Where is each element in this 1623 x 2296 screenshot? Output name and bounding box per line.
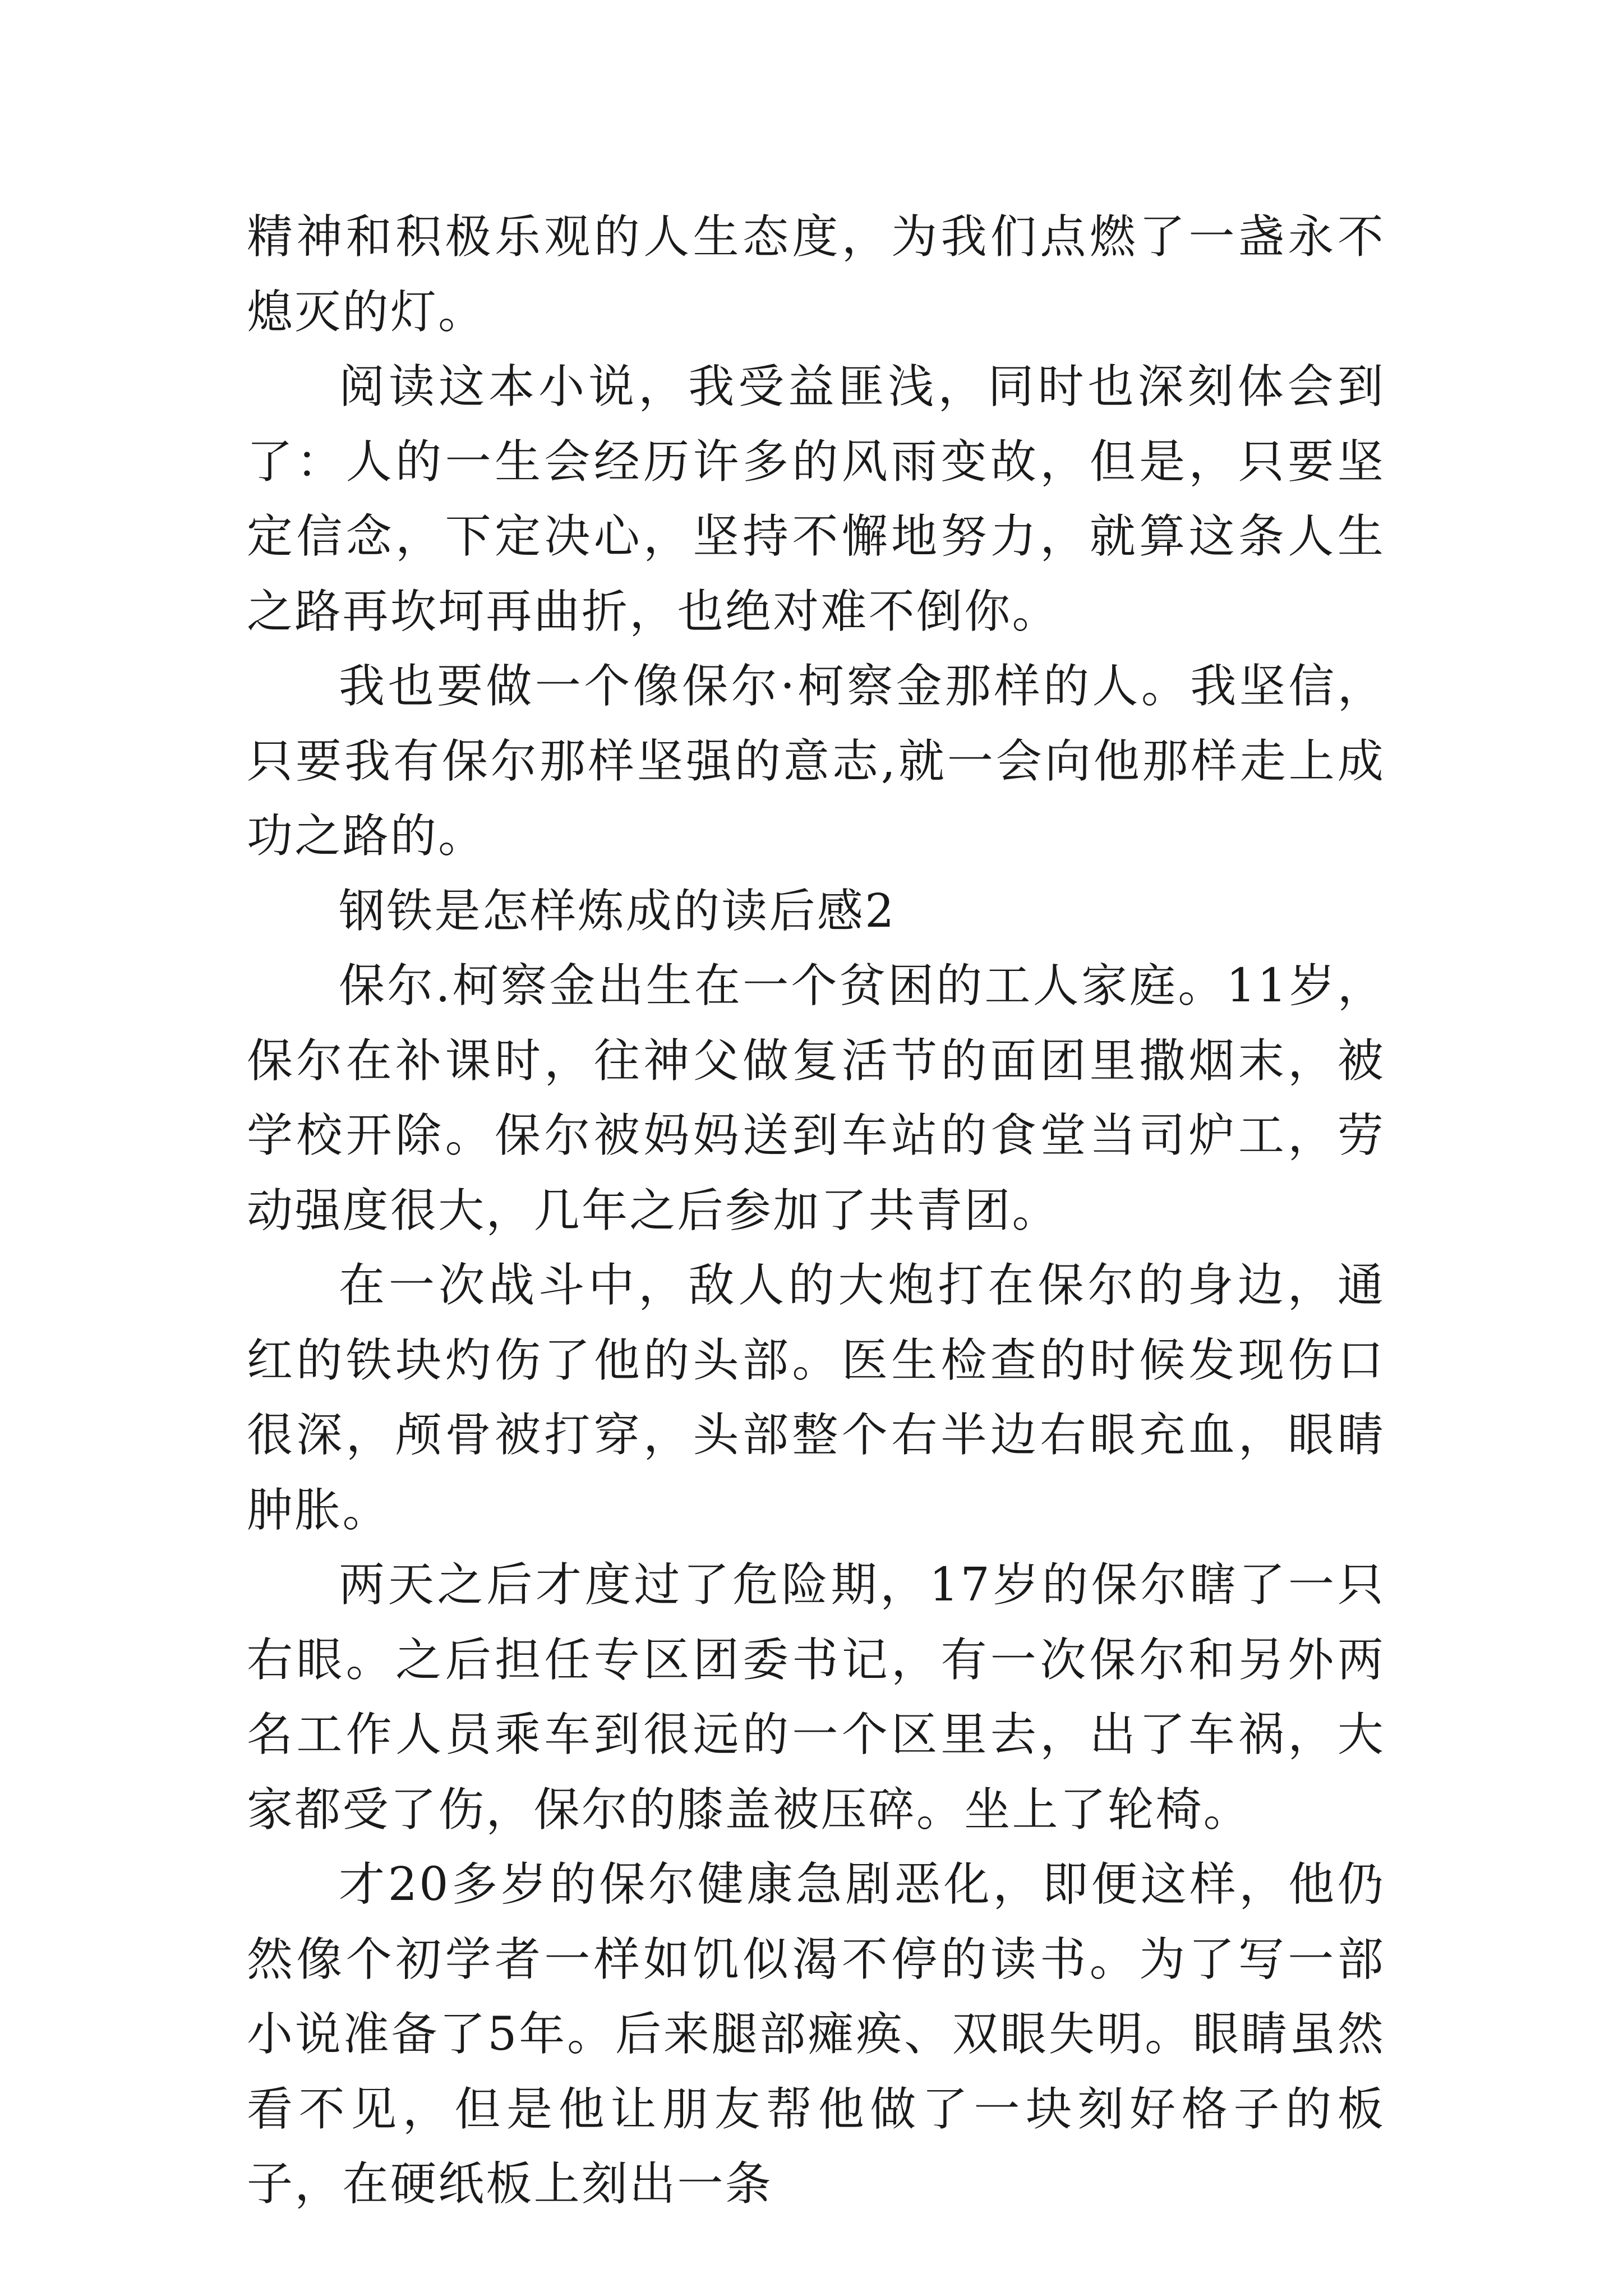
paragraph-3: 我也要做一个像保尔·柯察金那样的人。我坚信，只要我有保尔那样坚强的意志,就一会向他那样走上成功之路的。 [247, 660, 1385, 863]
section-heading: 钢铁是怎样炼成的读后感2 [339, 884, 896, 938]
paragraph-6: 两天之后才度过了危险期，17岁的保尔瞎了一只右眼。之后担任专区团委书记，有一次保尔和另外两名工作人员乘车到很远的一个区里去，出了车祸，大家都受了伤，保尔的膝盖被压碎。坐上了轮椅。 [247, 1558, 1385, 1837]
document-body [247, 200, 1385, 2222]
paragraph-7: 才20多岁的保尔健康急剧恶化，即便这样，他仍然像个初学者一样如饥似渴不停的读书。为了写一部小说准备了5年。后来腿部瘫痪、双眼失明。眼睛虽然看不见，但是他让朋友帮他做了一块刻好格子的板子，在硬纸板上刻出一条 [247, 1858, 1385, 2211]
paragraph-4: 保尔.柯察金出生在一个贫困的工人家庭。11岁，保尔在补课时，往神父做复活节的面团里撒烟末，被学校开除。保尔被妈妈送到车站的食堂当司炉工，劳动强度很大，几年之后参加了共青团。 [247, 959, 1385, 1237]
paragraph-5: 在一次战斗中，敌人的大炮打在保尔的身边，通红的铁块灼伤了他的头部。医生检查的时候发现伤口很深，颅骨被打穿，头部整个右半边右眼充血，眼睛肿胀。 [247, 1259, 1385, 1537]
paragraph-1: 精神和积极乐观的人生态度，为我们点燃了一盏永不熄灭的灯。 [247, 210, 1385, 339]
paragraph-2: 阅读这本小说，我受益匪浅，同时也深刻体会到了：人的一生会经历许多的风雨变故，但是，只要坚定信念，下定决心，坚持不懈地努力，就算这条人生之路再坎坷再曲折，也绝对难不倒你。 [247, 360, 1385, 638]
